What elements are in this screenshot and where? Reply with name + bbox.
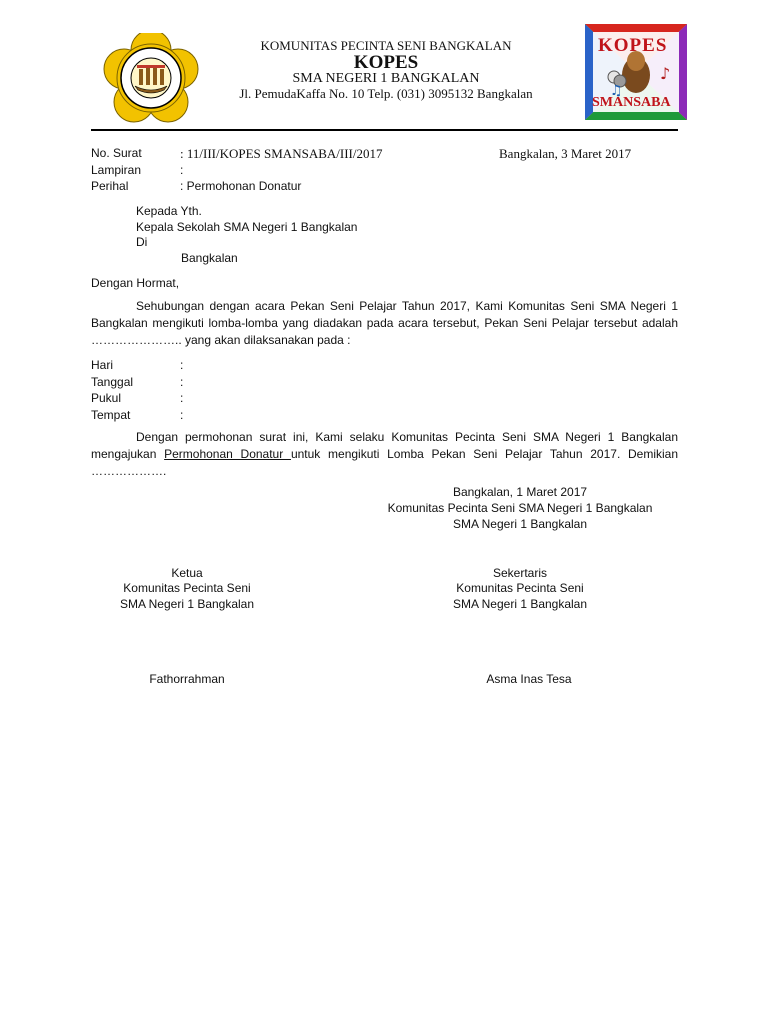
lampiran-value: :	[180, 163, 184, 177]
schedule-row: Hari :	[91, 358, 184, 372]
signer-right-name: Asma Inas Tesa	[486, 672, 572, 686]
schedule-row: Tanggal :	[91, 374, 184, 389]
svg-text:♫: ♫	[610, 83, 623, 99]
perihal-value: : Permohonan Donatur	[180, 179, 302, 193]
address: Jl. PemudaKaffa No. 10 Telp. (031) 3095132 Bangkalan	[239, 86, 533, 101]
signer-left-org: Komunitas Pecinta Seni	[123, 581, 251, 595]
no-surat-value: : 11/III/KOPES SMANSABA/III/2017	[180, 146, 383, 161]
org-name: KOMUNITAS PECINTA SENI BANGKALAN	[260, 38, 512, 53]
header-rule	[91, 129, 678, 131]
signer-right-role: Sekertaris	[492, 566, 548, 580]
closing-date: Bangkalan, 1 Maret 2017	[452, 485, 588, 499]
kopes-logo-text-top: KOPES	[598, 35, 668, 56]
closing-org: Komunitas Pecinta Seni SMA Negeri 1 Bangkalan	[387, 501, 653, 515]
salutation: Dengan Hormat,	[91, 276, 180, 290]
kopes-logo-text-bottom: SMANSABA	[592, 95, 671, 110]
signer-right-school: SMA Negeri 1 Bangkalan	[452, 597, 588, 611]
paragraph-request: Dengan permohonan surat ini, Kami selaku Komunitas Pecinta Seni SMA Negeri 1 Bangkalan mengajukan Permohonan Donatur untuk mengikuti Lomba Pekan Seni Pelajar Tahun 2017. Demikian ……………….	[91, 430, 679, 478]
signer-left-school: SMA Negeri 1 Bangkalan	[119, 597, 255, 611]
signer-left-role: Ketua	[171, 566, 203, 580]
org-short-name: KOPES	[353, 52, 419, 73]
school-name: SMA NEGERI 1 BANGKALAN	[292, 71, 480, 86]
schedule-list	[91, 357, 183, 423]
addressee-di: Di	[136, 235, 148, 249]
kopes-logo	[584, 23, 688, 121]
lampiran-label: Lampiran	[91, 163, 142, 177]
school-logo	[96, 33, 206, 123]
request-subject: Permohonan Donatur	[164, 447, 291, 461]
addressee-kepada: Kepada Yth.	[136, 204, 202, 218]
addressee-place: Bangkalan	[181, 251, 238, 265]
no-surat-label: No. Surat	[91, 146, 142, 160]
paragraph-intro: Sehubungan dengan acara Pekan Seni Pelajar Tahun 2017, Kami Komunitas Seni SMA Negeri 1 Bangkalan mengikuti lomba-lomba yang diadakan pada acara tersebut, Pekan Seni Pelajar tersebut adalah ………………….. yang akan dilaksanakan pada :	[91, 299, 678, 347]
svg-text:♪: ♪	[660, 64, 671, 83]
closing-school: SMA Negeri 1 Bangkalan	[452, 517, 588, 531]
letter-date: Bangkalan, 3 Maret 2017	[499, 146, 632, 161]
addressee-kepala: Kepala Sekolah SMA Negeri 1 Bangkalan	[136, 220, 358, 234]
schedule-row: Tempat :	[91, 407, 184, 422]
signer-left-name: Fathorrahman	[149, 672, 225, 686]
schedule-row: Pukul :	[91, 391, 184, 405]
perihal-label: Perihal	[91, 179, 129, 193]
signer-right-org: Komunitas Pecinta Seni	[456, 581, 584, 595]
